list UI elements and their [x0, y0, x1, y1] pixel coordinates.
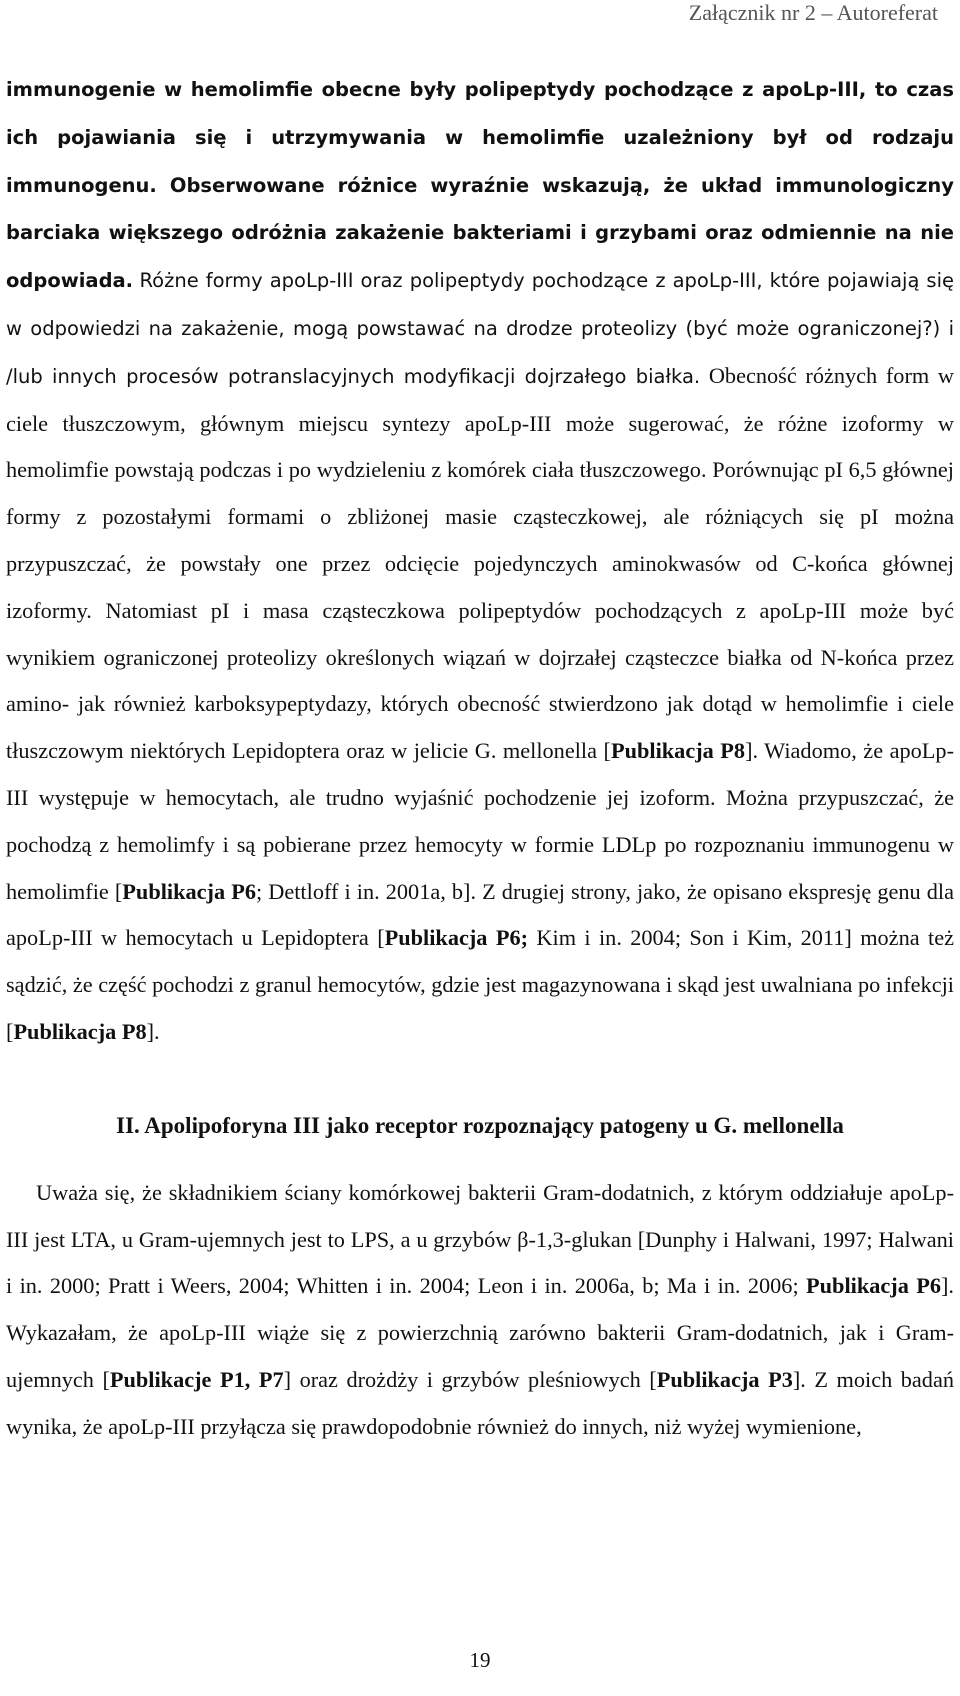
section-heading: II. Apolipoforyna III jako receptor rozpoznający patogeny u G. mellonella	[116, 1112, 844, 1138]
text-segment: Obecność różnych form w ciele tłuszczowym, głównym miejscu syntezy apoLp-III może sugerować, że różne izoformy w hemolimfie powstają podczas i po wydzieleniu z komórek ciała tłuszczowego. Porównując pI 6,5 głównej formy z pozostałymi formami o zbliżonej masie cząsteczkowej, ale różniących się pI można przypuszczać, że powstały one przez odcięcie pojedynczych aminokwasów od C-końca głównej izoformy. Natomiast pI i masa cząsteczkowa polipeptydów pochodzących z apoLp-III może być wynikiem ograniczonej proteolizy określonych wiązań w dojrzałej cząsteczce białka od N-końca przez amino- jak również karboksypeptydazy, których obecność stwierdzono jak dotąd w hemolimfie i ciele tłuszczowym niektórych Lepidoptera oraz w jelicie G. mellonella [	[6, 362, 954, 764]
page-number: 19	[469, 1648, 491, 1672]
sans-text: Różne formy apoLp-III oraz polipeptydy pochodzące z apoLp-III, które pojawiają się w odpowiedzi na zakażenie, mogą powstawać na drodze proteolizy (być może ograniczonej?) i /lub innych procesów potranslacyjnych modyfikacji dojrzałego białka.	[6, 269, 954, 388]
page-header: Załącznik nr 2 – Autoreferat	[688, 0, 938, 25]
text-segment: Uważa się, że składnikiem ściany komórkowej bakterii Gram-dodatnich, z którym oddziałuje apoLp-III jest LTA, u Gram-ujemnych jest to LPS, a u grzybów β-1,3-glukan [Dunphy i Halwani, 1997; Halwani i in. 2000; Pratt i Weers, 2004; Whitten i in. 2004; Leon i in. 2006a, b; Ma i in. 2006;	[6, 1179, 954, 1299]
paragraph-1	[6, 66, 954, 1056]
document-body	[6, 66, 954, 1451]
text-segment: ].	[146, 1018, 160, 1044]
publication-ref: Publikacja P8	[13, 1018, 147, 1044]
publication-ref: Publikacja P6	[806, 1273, 941, 1299]
text-segment: ] oraz drożdży i grzybów pleśniowych [	[283, 1366, 657, 1392]
publication-ref: Publikacje P1, P7	[109, 1366, 284, 1392]
text-segment: ]. Wiadomo, że apoLp-III występuje w hemocytach, ale trudno wyjaśnić pochodzenie jej izoform. Można przypuszczać, że pochodzą z hemolimfy i są pobierane przez hemocyty w formie LDLp po rozpoznaniu immunogenu w hemolimfie [	[6, 738, 954, 904]
text-segment: ; Dettloff i in. 2001a, b]. Z drugiej strony, jako, że opisano ekspresję genu dla apoLp-III w hemocytach u Lepidoptera [	[6, 878, 954, 951]
text-segment: ]. Z moich badań wynika, że apoLp-III przyłącza się prawdopodobnie również do innych, niż wyżej wymienione,	[6, 1366, 955, 1439]
publication-ref: Publikacja P6	[122, 878, 256, 904]
publication-ref: Publikacja P6;	[384, 925, 529, 951]
publication-ref: Publikacja P8	[610, 738, 746, 764]
text-segment: ]. Wykazałam, że apoLp-III wiąże się z powierzchnią zarówno bakterii Gram-dodatnich, jak i Gram-ujemnych [	[6, 1273, 954, 1392]
text-segment: Kim i in. 2004; Son i Kim, 2011] można też sądzić, że część pochodzi z granul hemocytów, gdzie jest magazynowana i skąd jest uwalniana po infekcji [	[6, 925, 954, 1044]
bold-lead-text: immunogenie w hemolimfie obecne były polipeptydy pochodzące z apoLp-III, to czas ich pojawiania się i utrzymywania w hemolimfie uzależniony był od rodzaju immunogenu. Obserwowane różnice wyraźnie wskazują, że układ immunologiczny barciaka większego odróżnia zakażenie bakteriami i grzybami oraz odmiennie na nie odpowiada.	[6, 78, 954, 293]
publication-ref: Publikacja P3	[656, 1366, 793, 1392]
paragraph-2	[6, 1170, 954, 1451]
